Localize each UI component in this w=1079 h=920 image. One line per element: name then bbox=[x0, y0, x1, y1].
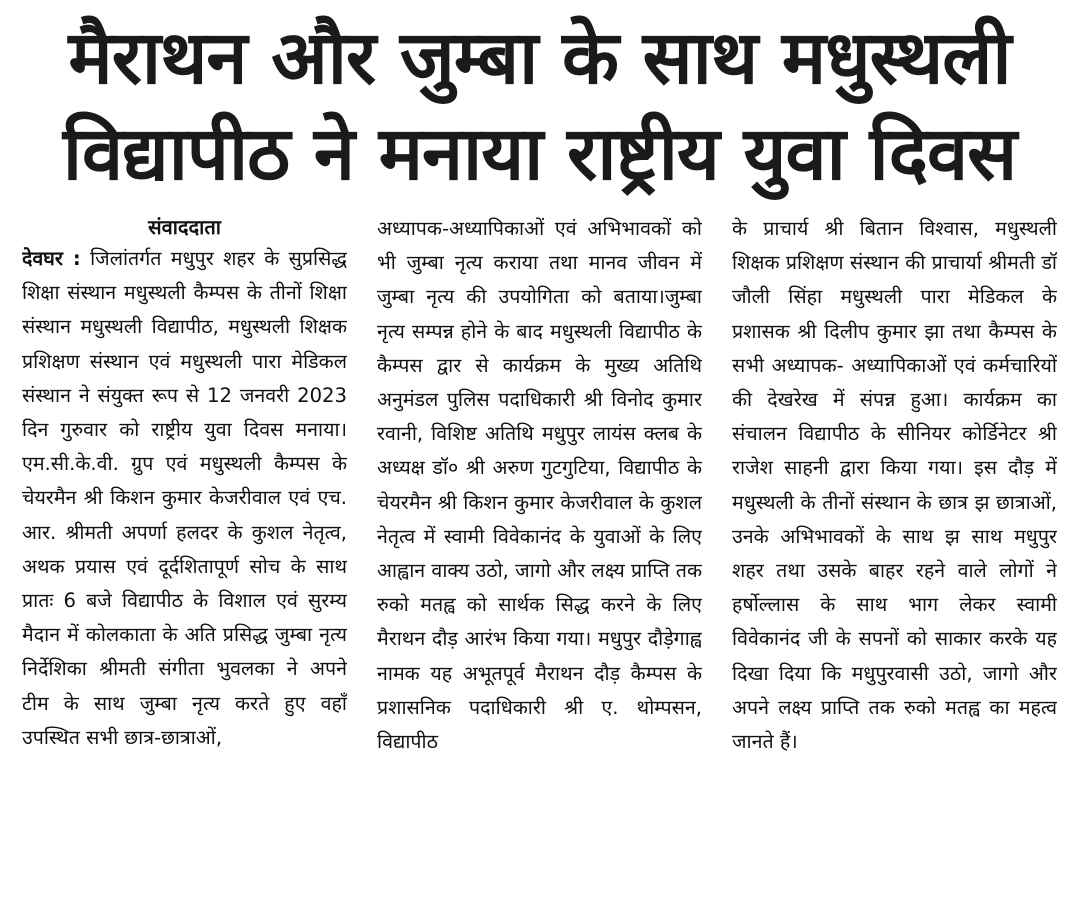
headline bbox=[22, 0, 1057, 202]
byline: संवाददाता bbox=[148, 215, 221, 239]
article-column-2 bbox=[377, 212, 702, 914]
column-2-text: अध्यापक-अध्यापिकाओं एवं अभिभावकों को भी जुम्बा नृत्य कराया तथा मानव जीवन में जुम्बा नृत्य की उपयोगिता को बताया।जुम्बा नृत्य सम्पन्न होने के बाद मधुस्थली विद्यापीठ के कैम्पस द्वार से कार्यक्रम के मुख्य अतिथि अनुमंडल पुलिस पदाधिकारी श्री विनोद कुमार रवानी, विशिष्ट अतिथि मधुपुर लायंस क्लब के अध्यक्ष डॉ० श्री अरुण गुटगुटिया, विद्यापीठ के चेयरमैन श्री किशन कुमार केजरीवाल के कुशल नेतृत्व में स्वामी विवेकानंद के युवाओं के लिए आह्वान वाक्य उठो, जागो और लक्ष्य प्राप्ति तक रुको मतह्व को सार्थक सिद्ध करने के लिए मैराथन दौड़ आरंभ किया गया। मधुपुर दौड़ेगाह्व नामक यह अभूतपूर्व मैराथन दौड़ कैम्पस के प्रशासनिक पदाधिकारी श्री ए. थोम्पसन, विद्यापीठ bbox=[377, 217, 702, 754]
dateline: देवघर : bbox=[22, 247, 81, 270]
column-3-text: के प्राचार्य श्री बितान विश्वास, मधुस्थली शिक्षक प्रशिक्षण संस्थान की प्राचार्या श्रीमती डॉ जौली सिंहा मधुस्थली पारा मेडिकल के प्रशासक श्री दिलीप कुमार झा तथा कैम्पस के सभी अध्यापक- अध्यापिकाओं एवं कर्मचारियों की देखरेख में संपन्न हुआ। कार्यक्रम का संचालन विद्यापीठ के सीनियर कोर्डिनेटर श्री राजेश साहनी द्वारा किया गया। इस दौड़ में मधुस्थली के तीनों संस्थान के छात्र झ छात्राओं, उनके अभिभावकों के साथ झ साथ मधुपुर शहर तथा उसके बाहर रहने वाले लोगों ने हर्षोल्लास के साथ भाग लेकर स्वामी विवेकानंद जी के सपनों को साकार करके यह दिखा दिया कि मधुपुरवासी उठो, जागो और अपने लक्ष्य प्राप्ति तक रुको मतह्व का महत्व जानते हैं। bbox=[732, 217, 1057, 754]
article-column-1 bbox=[22, 212, 347, 914]
column-1-text: जिलांतर्गत मधुपुर शहर के सुप्रसिद्ध शिक्षा संस्थान मधुस्थली कैम्पस के तीनों शिक्षा संस्थान मधुस्थली विद्यापीठ, मधुस्थली शिक्षक प्रशिक्षण संस्थान एवं मधुस्थली पारा मेडिकल संस्थान ने संयुक्त रूप से 12 जनवरी 2023 दिन गुरुवार को राष्ट्रीय युवा दिवस मनाया। एम.सी.के.वी. ग्रुप एवं मधुस्थली कैम्पस के चेयरमैन श्री किशन कुमार केजरीवाल एवं एच. आर. श्रीमती अपर्णा हलदर के कुशल नेतृत्व, अथक प्रयास एवं दूर्दशितापूर्ण सोच के साथ प्रातः 6 बजे विद्यापीठ के विशाल एवं सुरम्य मैदान में कोलकाता के अति प्रसिद्ध जुम्बा नृत्य निर्देशिका श्रीमती संगीता भुवलका ने अपने टीम के साथ जुम्बा नृत्य करते हुए वहाँ उपस्थित सभी छात्र-छात्राओं, bbox=[22, 247, 347, 749]
headline-line-1: मैराथन और जुम्बा के साथ मधुस्थली bbox=[68, 15, 1011, 101]
article-body bbox=[22, 212, 1057, 914]
headline-line-2: विद्यापीठ ने मनाया राष्ट्रीय युवा दिवस bbox=[62, 111, 1017, 197]
article-column-3 bbox=[732, 212, 1057, 914]
